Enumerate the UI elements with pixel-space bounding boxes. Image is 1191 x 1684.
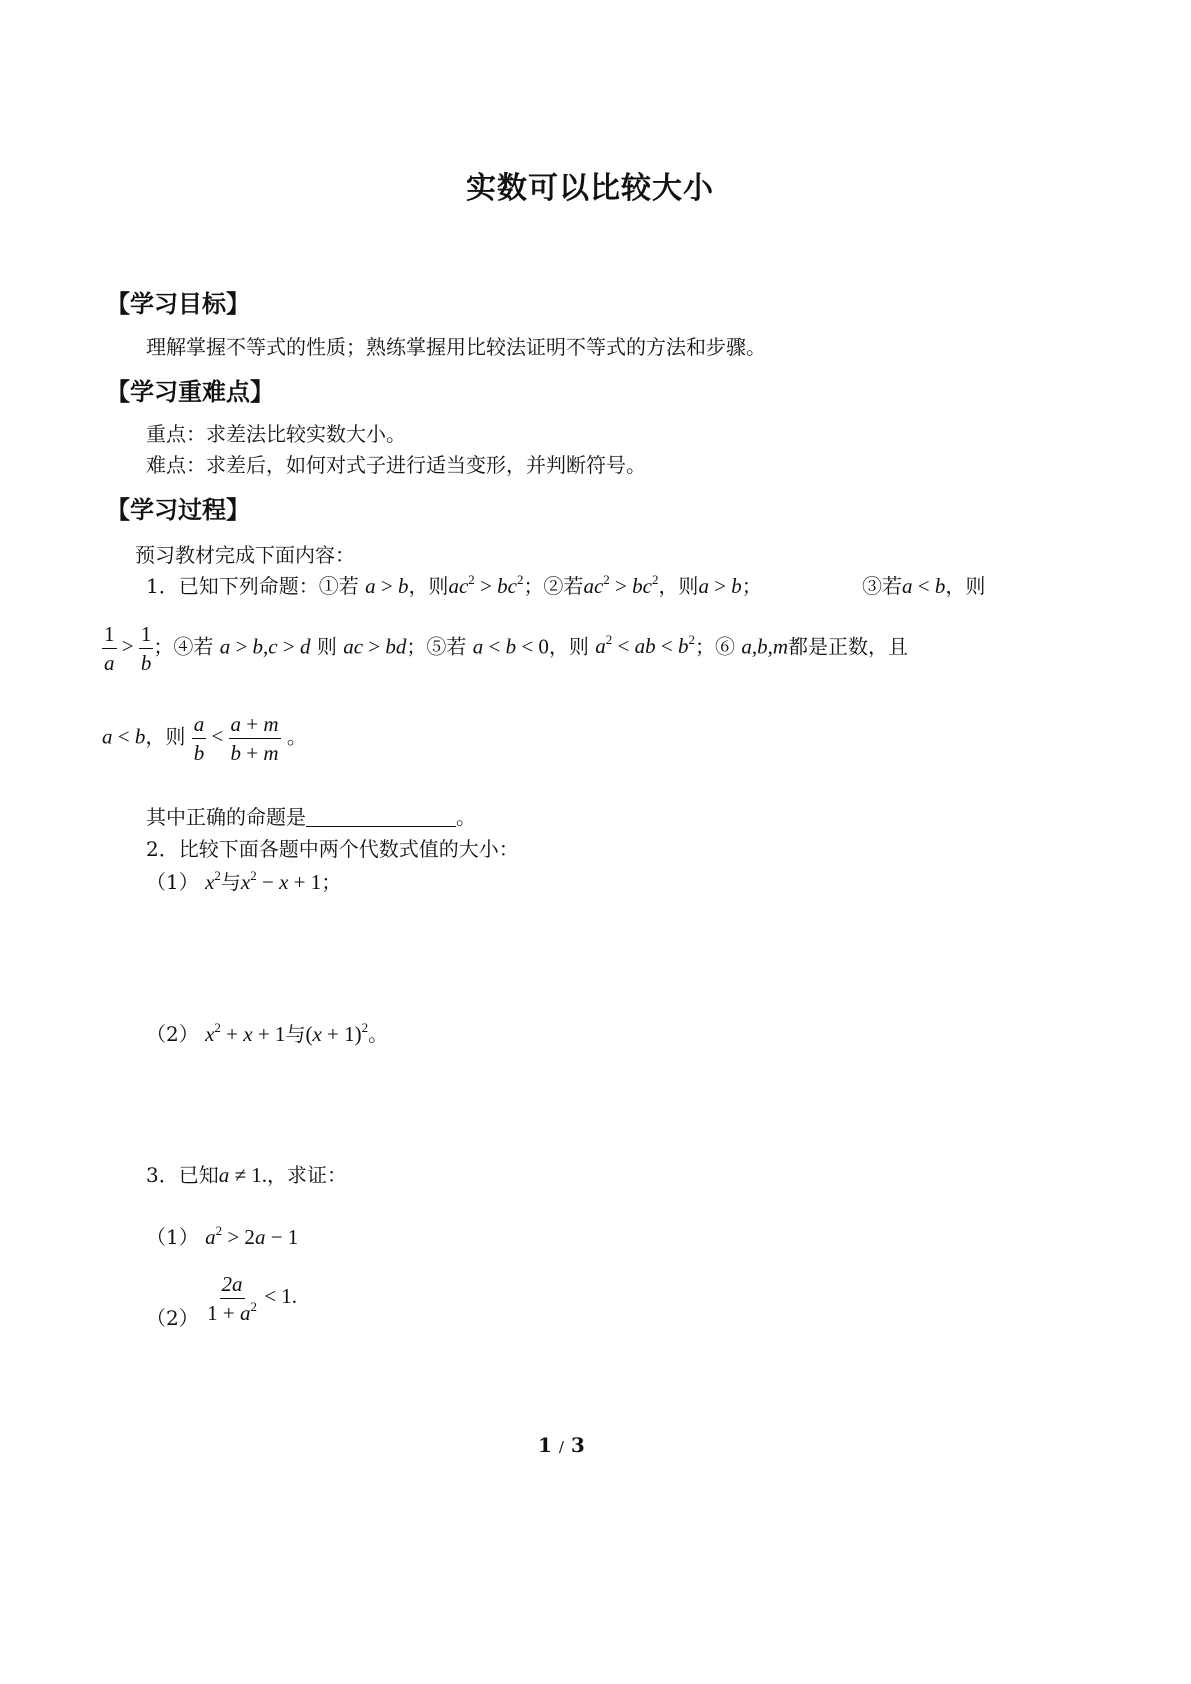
frac-num-1b: 1 (139, 622, 154, 649)
math-ac2-gt-bc2-b: $ac^2 > bc^2$ (583, 572, 659, 598)
key-difficulty-text: 难点：求差后，如何对式子进行适当变形，并判断符号。 (146, 453, 646, 477)
q1-line-1 (146, 570, 762, 599)
math-frac-ab-lt-ambm: $\frac{a}{b}$ < $\frac{a + m}{b + m}$ (193, 712, 279, 766)
q2-sub2-label: （2） (146, 1022, 199, 1046)
answer-blank[interactable] (306, 808, 456, 827)
q1-p3-then: ，则 (945, 574, 986, 598)
q1-p5-if: ；⑤若 (406, 634, 467, 659)
q1-p5-then: ，则 (548, 634, 589, 659)
q2-sub1-label: （1） (146, 870, 199, 894)
math-frac-1a-gt-1b: $\frac{1}{a}$ > $\frac{1}{b}$ (104, 622, 152, 676)
q1-p1-if: ①若 (318, 574, 359, 598)
key-focus-text: 重点：求差法比较实数大小。 (146, 422, 406, 446)
q2-sub1-end: ； (321, 870, 342, 894)
math-a-gt-b-c-gt-d: a > b,c > d (219, 634, 311, 659)
math-a-lt-b-lt-0: a < b < 0 (472, 634, 549, 659)
q1-p2-end: ； (741, 574, 762, 598)
math-a2-gt-2a-1: $a^2 > 2a - 1$ (205, 1223, 299, 1249)
math-a-gt-b-2: a > b (698, 574, 742, 598)
q2-sub-1 (146, 866, 341, 895)
q1-p4-if: ；④若 (153, 634, 214, 659)
q1-answer-end: 。 (456, 805, 476, 829)
frac-den-b: b (140, 651, 152, 676)
section-heading-goal: 【学习目标】 (106, 290, 250, 318)
math-a2-lt-ab-lt-b2: $a^2$ < ab < $b^2$ (595, 632, 695, 659)
q1-answer-line (146, 801, 476, 830)
q2-lead: 2．比较下面各题中两个代数式值的大小： (146, 837, 519, 861)
math-a-gt-b: a > b (365, 574, 409, 598)
q1-p2-then: ，则 (658, 574, 699, 598)
math-frac-2a-lt-1: $\frac{2a}{1 + a^2}$ < 1. (207, 1272, 298, 1326)
q3-lead-b: ，求证： (267, 1163, 348, 1187)
q3-sub2-label: （2） (146, 1306, 199, 1331)
q2-sub-2 (146, 1018, 388, 1047)
math-abm: a,b,m (741, 634, 788, 659)
page-title: 实数可以比较大小 (466, 171, 714, 206)
q2-sub2-end: 。 (368, 1022, 389, 1046)
q3-sub-2 (146, 1272, 298, 1331)
math-x2-x-1-plus: $x^2 + x + 1$ (205, 1020, 286, 1046)
q1-line-2 (102, 622, 908, 675)
frac-den-a: a (104, 651, 115, 676)
q1-p3-if: ③若 (862, 574, 902, 598)
process-intro: 预习教材完成下面内容： (135, 543, 355, 567)
q1-answer-prompt: 其中正确的命题是 (146, 805, 306, 829)
q1-line-3 (102, 712, 307, 765)
q2-sub1-and: 与 (220, 870, 241, 894)
math-a-lt-b: a < b (902, 574, 946, 598)
goal-text: 理解掌握不等式的性质；熟练掌握用比较法证明不等式的方法和步骤。 (146, 335, 766, 359)
q1-p1-then: ，则 (408, 574, 449, 598)
q1-p6-condition: 都是正数，且 (787, 634, 908, 659)
q1-p6-then: ，则 (145, 724, 186, 749)
math-ac-gt-bd: ac > bd (343, 634, 407, 659)
q3-lead-a: 3．已知 (146, 1163, 219, 1187)
q3-sub-1 (146, 1221, 298, 1250)
math-x2-x-1: $x^2 - x + 1$ (240, 868, 322, 894)
page-number (538, 1433, 585, 1457)
math-ac2-gt-bc2: $ac^2 > bc^2$ (448, 572, 524, 598)
page-current: 1 (538, 1433, 552, 1457)
q1-lead: 1．已知下列命题： (146, 574, 319, 598)
q1-p3 (862, 570, 985, 599)
math-x2: $x^2$ (205, 868, 221, 894)
section-heading-key: 【学习重难点】 (106, 378, 274, 406)
q1-p2-if: ；②若 (523, 574, 584, 598)
section-heading-process: 【学习过程】 (106, 496, 250, 524)
q3-lead (146, 1159, 347, 1188)
q1-p6-label: ；⑥ (694, 634, 735, 659)
math-x-plus-1-sq: $(x + 1)^2$ (305, 1020, 369, 1046)
frac-num-1: 1 (102, 622, 117, 649)
math-a-neq-1: a ≠ 1. (218, 1163, 268, 1187)
q1-p4-then: 则 (316, 634, 337, 659)
q1-end: 。 (286, 724, 307, 749)
math-a-lt-b-3: a < b (102, 724, 146, 749)
q3-frac-num: 2a (220, 1272, 245, 1299)
page-separator: / (558, 1438, 564, 1456)
q3-sub1-label: （1） (146, 1225, 199, 1249)
page-total: 3 (570, 1433, 585, 1457)
q2-sub2-and: 与 (285, 1022, 306, 1046)
